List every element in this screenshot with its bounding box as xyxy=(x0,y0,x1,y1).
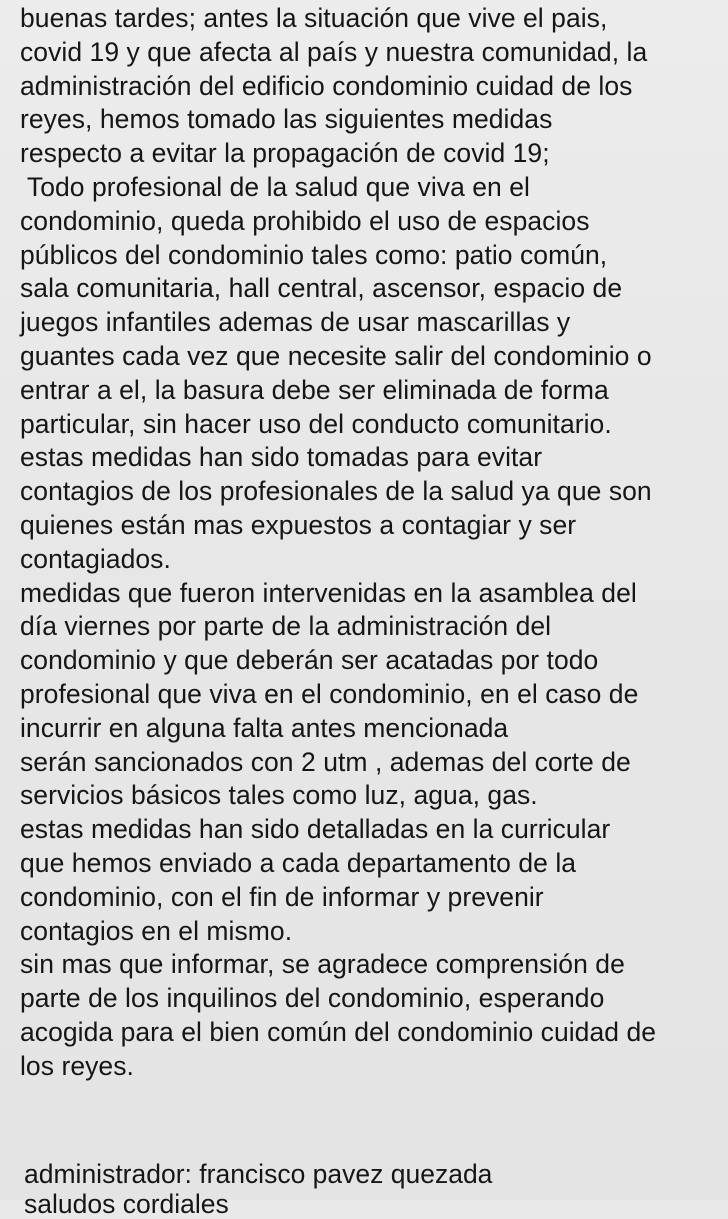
text-line: los reyes. xyxy=(20,1050,134,1081)
text-line: administración del edificio condominio cuidad de los xyxy=(20,70,633,101)
text-line: medidas que fueron intervenidas en la asamblea del xyxy=(20,577,637,608)
text-line: profesional que viva en el condominio, en el caso de xyxy=(20,678,639,709)
text-line: guantes cada vez que necesite salir del condominio o xyxy=(20,340,652,371)
text-line: incurrir en alguna falta antes mencionada xyxy=(20,712,509,743)
text-line: sin mas que informar, se agradece comprensión de xyxy=(20,949,625,980)
text-line: públicos del condominio tales como: patio común, xyxy=(20,239,608,270)
text-line: contagiados. xyxy=(20,543,171,574)
text-line: servicios básicos tales como luz, agua, gas. xyxy=(20,780,538,811)
text-line: particular, sin hacer uso del conducto comunitario. xyxy=(20,408,612,439)
cut-off-text: saludos cordiales xyxy=(24,1189,229,1219)
text-line: sala comunitaria, hall central, ascensor, espacio de xyxy=(20,273,623,304)
cut-off-line xyxy=(24,1189,284,1219)
text-line: acogida para el bien común del condominio cuidad de xyxy=(20,1016,657,1047)
text-line: entrar a el, la basura debe ser eliminada de forma xyxy=(20,374,609,405)
text-line: serán sancionados con 2 utm , ademas del corte de xyxy=(20,746,631,777)
text-line: Todo profesional de la salud que viva en el xyxy=(20,171,530,202)
text-line: covid 19 y que afecta al país y nuestra comunidad, la xyxy=(20,36,648,67)
text-line: condominio y que deberán ser acatadas por todo xyxy=(20,645,599,676)
text-line: contagios en el mismo. xyxy=(20,915,293,946)
text-line: respecto a evitar la propagación de covid 19; xyxy=(20,138,550,169)
text-line: condominio, con el fin de informar y prevenir xyxy=(20,881,544,912)
text-line: condominio, queda prohibido el uso de espacios xyxy=(20,205,590,236)
text-line: buenas tardes; antes la situación que vive el pais, xyxy=(20,3,608,33)
text-line: estas medidas han sido tomadas para evitar xyxy=(20,442,543,473)
text-line: reyes, hemos tomado las siguientes medidas xyxy=(20,104,553,135)
text-line: día viernes por parte de la administración del xyxy=(20,611,552,642)
text-line: quienes están mas expuestos a contagiar y ser xyxy=(20,509,577,540)
text-line: que hemos enviado a cada departamento de la xyxy=(20,847,577,878)
text-line: estas medidas han sido detalladas en la curricular xyxy=(20,814,611,845)
text-line: juegos infantiles ademas de usar mascarillas y xyxy=(20,307,571,338)
text-line: contagios de los profesionales de la salud ya que son xyxy=(20,476,652,507)
signature-line: administrador: francisco pavez quezada xyxy=(24,1159,493,1189)
document-body xyxy=(20,2,724,1084)
text-line: parte de los inquilinos del condominio, esperando xyxy=(20,983,605,1014)
